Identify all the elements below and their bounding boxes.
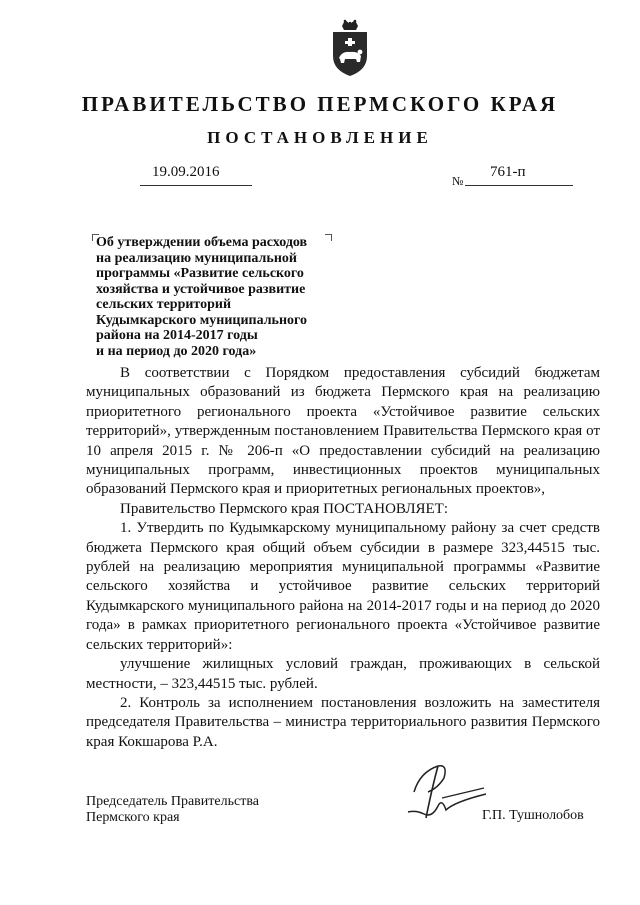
signer-position-line: Пермского края <box>86 810 180 825</box>
document-type: ПОСТАНОВЛЕНИЕ <box>207 128 433 147</box>
signer-position <box>86 794 259 826</box>
body-paragraph: В соответствии с Порядком предоставления субсидий бюджетам муниципальных образований из бюджета Пермского края на реализацию приоритетного регионального проекта «Устойчивое развитие сельских территорий», утвержденным постановлением Правительства Пермского края от 10 апреля 2015 г. № 206-п «О предоставлении субсидий на реализацию муниципальных программ, инвестиционных проектов муниципальных образований Пермского края и приоритетных региональных проектов», <box>86 365 600 498</box>
subject-line: Кудымкарского муниципального <box>96 312 308 328</box>
document-body <box>86 364 600 752</box>
subject-heading <box>96 235 346 359</box>
body-paragraph: 1. Утвердить по Кудымкарскому муниципальному району за счет средств бюджета Пермского края общий объем субсидии в размере 323,44515 тыс. рублей на реализацию мероприятия муниципальной программы «Развитие сельского хозяйства и устойчивое развитие сельских территорий Кудымкарского муниципального района на 2014-2017 годы и на период до 2020 года» в рамках приоритетного регионального проекта «Устойчивое развитие сельских территорий»: <box>86 520 600 653</box>
body-paragraph: 2. Контроль за исполнением постановления возложить на заместителя председателя Правительства – министра территориального развития Пермского края Кокшарова Р.А. <box>86 694 600 750</box>
handwritten-signature <box>398 758 488 826</box>
subject-line: хозяйства и устойчивое развитие <box>96 281 306 297</box>
date-underline <box>140 185 252 186</box>
signer-position-line: Председатель Правительства <box>86 794 259 809</box>
subject-line: на реализацию муниципальной <box>96 250 297 266</box>
signer-name: Г.П. Тушнолобов <box>482 808 584 823</box>
government-title: ПРАВИТЕЛЬСТВО ПЕРМСКОГО КРАЯ <box>81 92 559 116</box>
subject-line: сельских территорий <box>96 297 232 312</box>
number-underline <box>465 185 573 186</box>
coat-of-arms-icon <box>328 18 372 78</box>
subject-line: Об утверждении объема расходов <box>96 235 308 250</box>
subject-line: и на период до 2020 года» <box>96 343 257 359</box>
number-sign: № <box>452 174 464 188</box>
body-paragraph: Правительство Пермского края ПОСТАНОВЛЯЕТ: <box>120 500 449 517</box>
body-paragraph: улучшение жилищных условий граждан, проживающих в сельской местности, – 323,44515 тыс. рублей. <box>86 656 600 692</box>
document-date: 19.09.2016 <box>152 164 220 180</box>
subject-line: района на 2014-2017 годы <box>96 328 258 343</box>
document-number: 761-п <box>490 164 526 180</box>
subject-line: программы «Развитие сельского <box>96 266 304 281</box>
